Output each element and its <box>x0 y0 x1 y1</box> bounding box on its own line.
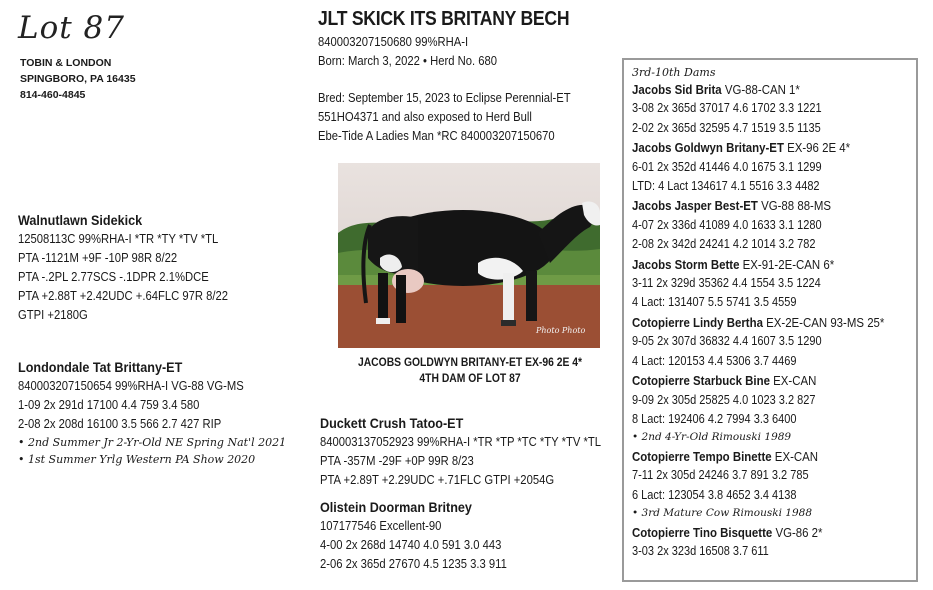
dam-entry-award: • 3rd Mature Cow Rimouski 1988 <box>632 507 813 520</box>
dam-entry-record: 4-07 2x 336d 41089 4.0 1633 3.1 1280 <box>632 217 822 232</box>
dams-box-header: 3rd-10th Dams <box>632 66 716 79</box>
dam-sire-line: PTA +2.89T +2.29UDC +.71FLC GTPI +2054G <box>320 473 555 487</box>
dam-entry-name: Jacobs Jasper Best-ET VG-88 88-MS <box>632 198 832 214</box>
cow-photo-image <box>338 163 600 348</box>
dam-entry-name: Cotopierre Tino Bisquette VG-86 2* <box>632 524 823 540</box>
dam-block <box>18 357 286 468</box>
bred-line: 551HO4371 and also exposed to Herd Bull <box>318 110 532 124</box>
dam-line: 2-08 2x 208d 16100 3.5 566 2.7 427 RIP <box>18 417 222 431</box>
dam-entry-record: 8 Lact: 192406 4.2 7994 3.3 6400 <box>632 411 797 426</box>
sire-line: PTA -1121M +9F -10P 98R 8/22 <box>18 251 178 265</box>
sire-name: Walnutlawn Sidekick <box>18 212 143 228</box>
dam-entry-record: 9-09 2x 305d 25825 4.0 1023 3.2 827 <box>632 392 816 407</box>
dam-entry-record: 2-02 2x 365d 32595 4.7 1519 3.5 1135 <box>632 120 821 135</box>
dam-entry-name: Jacobs Storm Bette EX-91-2E-CAN 6* <box>632 256 835 272</box>
dam-entry-record: 6-01 2x 352d 41446 4.0 1675 3.1 1299 <box>632 159 822 174</box>
sire-line: PTA +2.88T +2.42UDC +.64FLC 97R 8/22 <box>18 289 229 303</box>
consignor-block <box>20 55 136 103</box>
animal-id: 840003207150680 99%RHA-I <box>318 35 469 49</box>
dam-entry-record: 4 Lact: 131407 5.5 5741 3.5 4559 <box>632 295 797 310</box>
dam-entry-record: LTD: 4 Lact 134617 4.1 5516 3.3 4482 <box>632 179 820 194</box>
photo-caption-relation: 4TH DAM OF LOT 87 <box>419 373 521 385</box>
dam-sire-line: PTA -357M -29F +0P 99R 8/23 <box>320 454 474 468</box>
photo-caption-name: JACOBS GOLDWYN BRITANY-ET EX-96 2E 4* <box>357 357 583 369</box>
photo-signature: Photo Photo <box>536 326 586 335</box>
animal-header <box>318 8 604 146</box>
bred-line: Ebe-Tide A Ladies Man *RC 840003207150670 <box>318 129 555 143</box>
second-dam-line: 107177546 Excellent-90 <box>320 519 442 533</box>
dam-entry-record: 3-11 2x 329d 35362 4.4 1554 3.5 1224 <box>632 276 821 291</box>
animal-name: JLT SKICK ITS BRITANY BECH <box>318 8 570 30</box>
dam-sire-line: 840003137052923 99%RHA-I *TR *TP *TC *TY *TV *TL <box>320 435 601 449</box>
dam-entry-record: 3-03 2x 323d 16508 3.7 611 <box>632 543 769 558</box>
second-dam-name: Olistein Doorman Britney <box>320 499 472 515</box>
dam-entry-award: • 2nd 4-Yr-Old Rimouski 1989 <box>632 431 792 444</box>
sire-line: 12508113C 99%RHA-I *TR *TY *TV *TL <box>18 232 219 246</box>
cow-photo <box>338 163 600 348</box>
dam-entry-record: 9-05 2x 307d 36832 4.4 1607 3.5 1290 <box>632 334 822 349</box>
second-dam-line: 4-00 2x 268d 14740 4.0 591 3.0 443 <box>320 538 502 552</box>
dam-line: 840003207150654 99%RHA-I VG-88 VG-MS <box>18 379 244 393</box>
dam-entry-record: 6 Lact: 123054 3.8 4652 3.4 4138 <box>632 487 797 502</box>
consignor-city: SPINGBORO, PA 16435 <box>20 73 136 85</box>
sire-line: PTA -.2PL 2.77SCS -.1DPR 2.1%DCE <box>18 270 209 284</box>
animal-born: Born: March 3, 2022 • Herd No. 680 <box>318 54 498 68</box>
consignor-name: TOBIN & LONDON <box>20 57 112 69</box>
lot-title: Lot 87 <box>18 10 126 46</box>
dam-entry-record: 2-08 2x 342d 24241 4.2 1014 3.2 782 <box>632 237 816 252</box>
dam-entry-name: Cotopierre Starbuck Bine EX-CAN <box>632 373 817 389</box>
dams-box <box>622 58 918 582</box>
second-dam-block <box>320 497 528 574</box>
dam-sire-name: Duckett Crush Tatoo-ET <box>320 415 464 431</box>
dam-entry-record: 3-08 2x 365d 37017 4.6 1702 3.3 1221 <box>632 101 822 116</box>
dam-entry-name: Jacobs Goldwyn Britany-ET EX-96 2E 4* <box>632 140 851 156</box>
bred-line: Bred: September 15, 2023 to Eclipse Perennial-ET <box>318 91 571 105</box>
dam-award: • 2nd Summer Jr 2-Yr-Old NE Spring Nat'l 2021 <box>18 436 287 449</box>
second-dam-line: 2-06 2x 365d 27670 4.5 1235 3.3 911 <box>320 557 507 571</box>
dam-line: 1-09 2x 291d 17100 4.4 759 3.4 580 <box>18 398 200 412</box>
dam-sire-block <box>320 413 632 490</box>
sire-line: GTPI +2180G <box>18 308 88 322</box>
dam-name: Londondale Tat Brittany-ET <box>18 359 183 375</box>
consignor-phone: 814-460-4845 <box>20 89 86 101</box>
photo-caption <box>344 355 596 387</box>
dam-entry-record: 7-11 2x 305d 24246 3.7 891 3.2 785 <box>632 468 809 483</box>
dam-entry-record: 4 Lact: 120153 4.4 5306 3.7 4469 <box>632 353 797 368</box>
dam-entry-name: Jacobs Sid Brita VG-88-CAN 1* <box>632 82 800 97</box>
dam-award: • 1st Summer Yrlg Western PA Show 2020 <box>18 453 256 466</box>
sire-block <box>18 210 251 325</box>
dam-entry-name: Cotopierre Lindy Bertha EX-2E-CAN 93-MS 25* <box>632 314 885 330</box>
dam-entry-name: Cotopierre Tempo Binette EX-CAN <box>632 448 819 464</box>
